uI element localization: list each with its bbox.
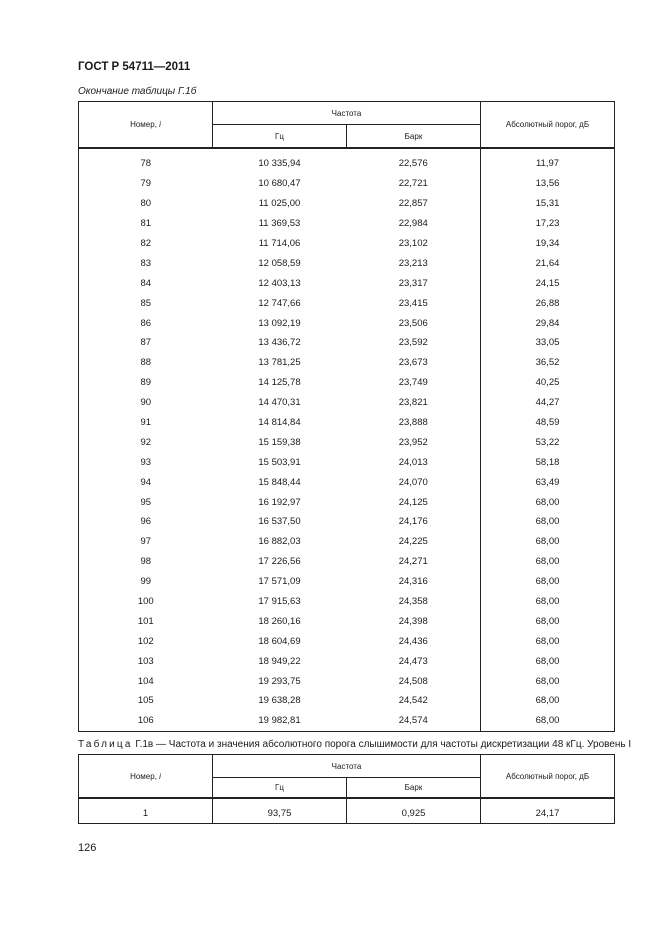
cell-threshold-db: 19,34 <box>481 234 615 254</box>
cell-threshold-db: 53,22 <box>481 432 615 452</box>
cell-frequency-bark: 24,125 <box>398 496 428 508</box>
cell-frequency-hz: 12 403,13 <box>258 277 301 289</box>
cell-threshold-db: 13,56 <box>481 174 615 194</box>
table-row <box>79 413 615 433</box>
table-row <box>79 273 615 293</box>
cell-number: 87 <box>79 333 213 353</box>
cell-frequency-hz: 93,75 <box>213 798 347 824</box>
cell-frequency-bark: 24,508 <box>398 675 428 687</box>
table-row <box>79 611 615 631</box>
cell-frequency-hz: 13 436,72 <box>258 337 301 349</box>
table-row <box>79 194 615 214</box>
cell-frequency-bark: 22,984 <box>398 218 428 230</box>
cell-frequency-bark: 0,925 <box>347 798 481 824</box>
header-frequency: Частота <box>213 102 481 125</box>
cell-frequency-hz: 17 571,09 <box>258 576 301 588</box>
cell-threshold-db: 68,00 <box>481 671 615 691</box>
cell-number: 85 <box>79 293 213 313</box>
cell-number: 93 <box>79 452 213 472</box>
table-row <box>79 333 615 353</box>
index-symbol: i <box>159 120 161 129</box>
cell-threshold-db: 29,84 <box>481 313 615 333</box>
cell-frequency-hz: 13 781,25 <box>258 357 301 369</box>
cell-number: 86 <box>79 313 213 333</box>
cell-frequency-bark: 24,473 <box>398 655 428 667</box>
page-number: 126 <box>78 842 97 854</box>
table-row <box>79 711 615 731</box>
cell-threshold-db: 68,00 <box>481 611 615 631</box>
threshold-table-g1b <box>78 101 615 732</box>
cell-threshold-db: 63,49 <box>481 472 615 492</box>
table-title-text: Г.1в — Частота и значения абсолютного порога слышимости для частоты дискретизации 48 кГц. Уровень I <box>132 739 632 750</box>
table-label: Таблица <box>78 739 133 750</box>
table-row <box>79 651 615 671</box>
cell-frequency-hz: 15 848,44 <box>258 476 301 488</box>
cell-number: 99 <box>79 572 213 592</box>
cell-threshold-db: 24,15 <box>481 273 615 293</box>
table-row <box>79 148 615 174</box>
table-g1v-title <box>78 739 631 750</box>
header-number: Номер, i <box>79 102 213 149</box>
table-row <box>79 512 615 532</box>
cell-frequency-bark: 22,857 <box>398 198 428 210</box>
cell-threshold-db: 68,00 <box>481 572 615 592</box>
cell-number: 98 <box>79 552 213 572</box>
cell-threshold-db: 33,05 <box>481 333 615 353</box>
cell-frequency-hz: 15 159,38 <box>258 436 301 448</box>
cell-number: 101 <box>79 611 213 631</box>
cell-frequency-bark: 24,542 <box>398 695 428 707</box>
cell-number: 90 <box>79 393 213 413</box>
cell-number: 92 <box>79 432 213 452</box>
table-row <box>79 234 615 254</box>
cell-frequency-bark: 23,415 <box>398 297 428 309</box>
cell-frequency-hz: 11 025,00 <box>258 198 301 210</box>
cell-frequency-bark: 22,576 <box>398 158 428 170</box>
cell-frequency-hz: 18 604,69 <box>258 635 301 647</box>
header-threshold: Абсолютный порог, дБ <box>481 102 615 149</box>
table-caption: Окончание таблицы Г.1б <box>78 86 197 97</box>
table-row <box>79 532 615 552</box>
cell-number: 1 <box>79 798 213 824</box>
header-hz: Гц <box>213 778 347 799</box>
cell-number: 79 <box>79 174 213 194</box>
cell-number: 102 <box>79 631 213 651</box>
cell-threshold-db: 11,97 <box>481 148 615 174</box>
cell-number: 78 <box>79 148 213 174</box>
cell-frequency-hz: 14 470,31 <box>258 397 301 409</box>
table-row <box>79 631 615 651</box>
threshold-table-g1v <box>78 754 615 824</box>
cell-number: 105 <box>79 691 213 711</box>
cell-frequency-bark: 23,317 <box>398 277 428 289</box>
cell-number: 103 <box>79 651 213 671</box>
cell-frequency-hz: 10 680,47 <box>258 178 301 190</box>
cell-number: 81 <box>79 214 213 234</box>
cell-frequency-hz: 17 915,63 <box>258 596 301 608</box>
table-row <box>79 432 615 452</box>
cell-number: 89 <box>79 373 213 393</box>
cell-threshold-db: 48,59 <box>481 413 615 433</box>
cell-number: 91 <box>79 413 213 433</box>
table-row <box>79 174 615 194</box>
cell-frequency-hz: 18 949,22 <box>258 655 301 667</box>
index-symbol: i <box>159 771 161 781</box>
cell-frequency-bark: 24,013 <box>398 456 428 468</box>
cell-threshold-db: 68,00 <box>481 512 615 532</box>
cell-frequency-hz: 17 226,56 <box>258 556 301 568</box>
cell-frequency-hz: 11 369,53 <box>258 218 301 230</box>
cell-threshold-db: 68,00 <box>481 651 615 671</box>
cell-number: 88 <box>79 353 213 373</box>
cell-threshold-db: 68,00 <box>481 532 615 552</box>
cell-frequency-hz: 16 192,97 <box>258 496 301 508</box>
cell-threshold-db: 68,00 <box>481 552 615 572</box>
cell-threshold-db: 40,25 <box>481 373 615 393</box>
cell-frequency-hz: 14 125,78 <box>258 377 301 389</box>
cell-frequency-hz: 19 293,75 <box>258 675 301 687</box>
cell-frequency-hz: 19 638,28 <box>258 695 301 707</box>
cell-frequency-bark: 23,821 <box>398 397 428 409</box>
cell-frequency-bark: 24,358 <box>398 596 428 608</box>
cell-frequency-hz: 16 882,03 <box>258 536 301 548</box>
cell-number: 104 <box>79 671 213 691</box>
cell-threshold-db: 36,52 <box>481 353 615 373</box>
header-bark: Барк <box>347 125 481 149</box>
table-row <box>79 353 615 373</box>
cell-frequency-bark: 23,592 <box>398 337 428 349</box>
table-row <box>79 214 615 234</box>
table-row <box>79 671 615 691</box>
cell-frequency-hz: 10 335,94 <box>258 158 301 170</box>
cell-frequency-hz: 12 747,66 <box>258 297 301 309</box>
table-row <box>79 572 615 592</box>
table-row <box>79 552 615 572</box>
cell-number: 94 <box>79 472 213 492</box>
cell-frequency-bark: 24,398 <box>398 615 428 627</box>
cell-frequency-hz: 12 058,59 <box>258 257 301 269</box>
cell-number: 95 <box>79 492 213 512</box>
cell-number: 100 <box>79 592 213 612</box>
header-hz: Гц <box>213 125 347 149</box>
cell-number: 82 <box>79 234 213 254</box>
table-row <box>79 691 615 711</box>
cell-frequency-bark: 23,102 <box>398 238 428 249</box>
cell-frequency-bark: 23,506 <box>398 317 428 329</box>
cell-frequency-hz: 19 982,81 <box>213 711 347 731</box>
table-row <box>79 313 615 333</box>
cell-threshold-db: 44,27 <box>481 393 615 413</box>
table-row <box>79 472 615 492</box>
cell-frequency-bark: 24,436 <box>398 635 428 647</box>
cell-threshold-db: 58,18 <box>481 452 615 472</box>
cell-number: 96 <box>79 512 213 532</box>
table-row <box>79 393 615 413</box>
cell-frequency-bark: 24,070 <box>398 476 428 488</box>
cell-threshold-db: 68,00 <box>481 711 615 731</box>
cell-frequency-bark: 24,574 <box>347 711 481 731</box>
cell-frequency-bark: 24,271 <box>398 556 428 568</box>
document-id: ГОСТ Р 54711—2011 <box>78 61 191 73</box>
cell-frequency-bark: 24,316 <box>398 576 428 588</box>
cell-number: 97 <box>79 532 213 552</box>
cell-number: 106 <box>79 711 213 731</box>
cell-frequency-bark: 24,225 <box>398 536 428 548</box>
cell-frequency-bark: 23,888 <box>398 417 428 429</box>
cell-number: 83 <box>79 253 213 273</box>
table-row <box>79 592 615 612</box>
cell-threshold-db: 17,23 <box>481 214 615 234</box>
cell-threshold-db: 68,00 <box>481 492 615 512</box>
cell-frequency-hz: 11 714,06 <box>258 238 301 249</box>
table-row <box>79 253 615 273</box>
table-row <box>79 492 615 512</box>
cell-frequency-hz: 15 503,91 <box>258 456 301 468</box>
table-row <box>79 452 615 472</box>
cell-threshold-db: 24,17 <box>481 798 615 824</box>
header-frequency: Частота <box>213 755 481 778</box>
cell-frequency-bark: 23,213 <box>398 257 428 269</box>
cell-number: 80 <box>79 194 213 214</box>
cell-frequency-hz: 13 092,19 <box>258 317 301 329</box>
cell-number: 84 <box>79 273 213 293</box>
cell-frequency-hz: 14 814,84 <box>258 417 301 429</box>
cell-frequency-bark: 23,749 <box>398 377 428 389</box>
cell-threshold-db: 15,31 <box>481 194 615 214</box>
cell-frequency-bark: 22,721 <box>398 178 428 190</box>
cell-frequency-bark: 23,952 <box>398 436 428 448</box>
table-row <box>79 798 615 824</box>
cell-frequency-hz: 18 260,16 <box>258 615 301 627</box>
cell-threshold-db: 26,88 <box>481 293 615 313</box>
header-bark: Барк <box>347 778 481 799</box>
cell-frequency-bark: 24,176 <box>398 516 428 528</box>
cell-frequency-hz: 16 537,50 <box>258 516 301 528</box>
cell-frequency-bark: 23,673 <box>398 357 428 369</box>
cell-threshold-db: 68,00 <box>481 592 615 612</box>
cell-threshold-db: 68,00 <box>481 691 615 711</box>
table-row <box>79 373 615 393</box>
header-threshold: Абсолютный порог, дБ <box>481 755 615 799</box>
table-row <box>79 293 615 313</box>
header-number: Номер, i <box>79 755 213 799</box>
cell-threshold-db: 68,00 <box>481 631 615 651</box>
cell-threshold-db: 21,64 <box>481 253 615 273</box>
